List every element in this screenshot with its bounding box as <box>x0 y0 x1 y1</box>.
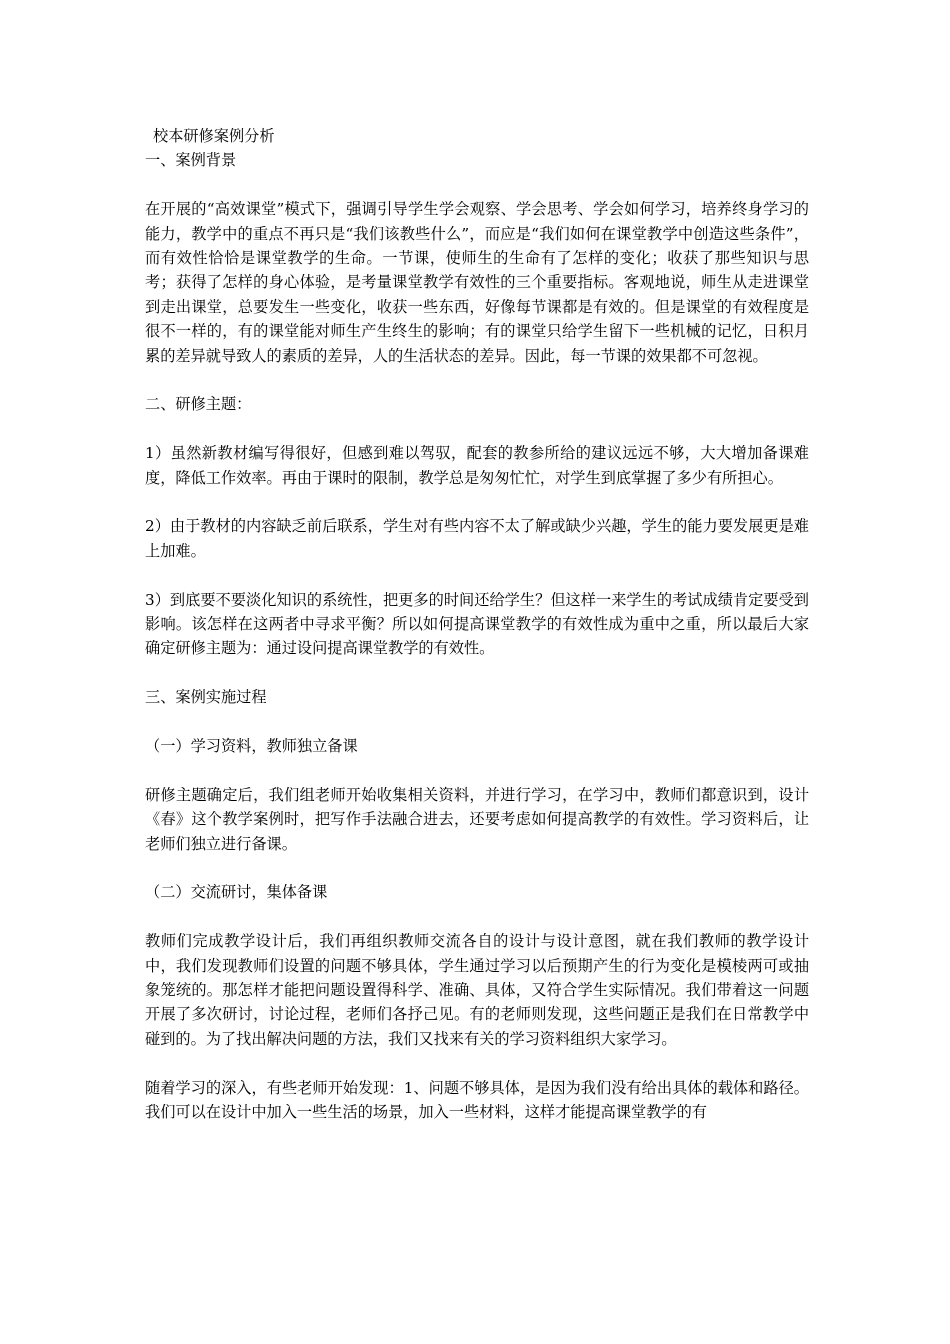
paragraph-sub1: 研修主题确定后，我们组老师开始收集相关资料，并进行学习，在学习中，教师们都意识到，设计《春》这个教学案例时，把写作手法融合进去，还要考虑如何提高教学的有效性。学习资料后，让老师们独立进行备课。 <box>145 785 809 853</box>
document-title: 校本研修案例分析 <box>153 127 275 145</box>
paragraph-background: 在开展的“高效课堂”模式下，强调引导学生学会观察、学会思考、学会如何学习，培养终身学习的能力，教学中的重点不再只是“我们该教些什么”，而应是“我们如何在课堂教学中创造这些条件”，而有效性恰恰是课堂教学的生命。一节课，使师生的生命有了怎样的变化；收获了那些知识与思考；获得了怎样的身心体验，是考量课堂教学有效性的三个重要指标。客观地说，师生从走进课堂到走出课堂，总要发生一些变化，收获一些东西，好像每节课都是有效的。但是课堂的有效程度是很不一样的，有的课堂能对师生产生终生的影响；有的课堂只给学生留下一些机械的记忆，日积月累的差异就导致人的素质的差异，人的生活状态的差异。因此，每一节课的效果都不可忽视。 <box>145 200 809 365</box>
section-heading-topic: 二、研修主题： <box>145 395 252 414</box>
topic-item-3: 3）到底要不要淡化知识的系统性，把更多的时间还给学生？但这样一来学生的考试成绩肯定要受到影响。该怎样在这两者中寻求平衡？所以如何提高课堂教学的有效性成为重中之重，所以最后大家确定研修主题为：通过设问提高课堂教学的有效性。 <box>145 590 809 658</box>
subsection-heading-1: （一）学习资料，教师独立备课 <box>145 737 358 756</box>
subsection-heading-2: （二）交流研讨，集体备课 <box>145 883 328 902</box>
topic-item-1: 1）虽然新教材编写得很好，但感到难以驾驭，配套的教参所给的建议远远不够，大大增加备课难度，降低工作效率。再由于课时的限制，教学总是匆匆忙忙，对学生到底掌握了多少有所担心。 <box>145 444 809 487</box>
paragraph-sub2: 教师们完成教学设计后，我们再组织教师交流各自的设计与设计意图，就在我们教师的教学设计中，我们发现教师们设置的问题不够具体，学生通过学习以后预期产生的行为变化是模棱两可或抽象笼统的。那怎样才能把问题设置得科学、准确、具体，又符合学生实际情况。我们带着这一问题开展了多次研讨，讨论过程，老师们各抒己见。有的老师则发现，这些问题正是我们在日常教学中碰到的。为了找出解决问题的方法，我们又找来有关的学习资料组织大家学习。 <box>145 932 809 1048</box>
topic-item-2: 2）由于教材的内容缺乏前后联系，学生对有些内容不太了解或缺少兴趣，学生的能力要发展更是难上加难。 <box>145 517 809 560</box>
paragraph-sub2-continued: 随着学习的深入，有些老师开始发现：1、问题不够具体，是因为我们没有给出具体的载体和路径。我们可以在设计中加入一些生活的场景，加入一些材料，这样才能提高课堂教学的有 <box>145 1078 809 1122</box>
document-body <box>145 124 809 1124</box>
section-heading-background: 一、案例背景 <box>145 151 237 170</box>
section-heading-process: 三、案例实施过程 <box>145 688 267 707</box>
